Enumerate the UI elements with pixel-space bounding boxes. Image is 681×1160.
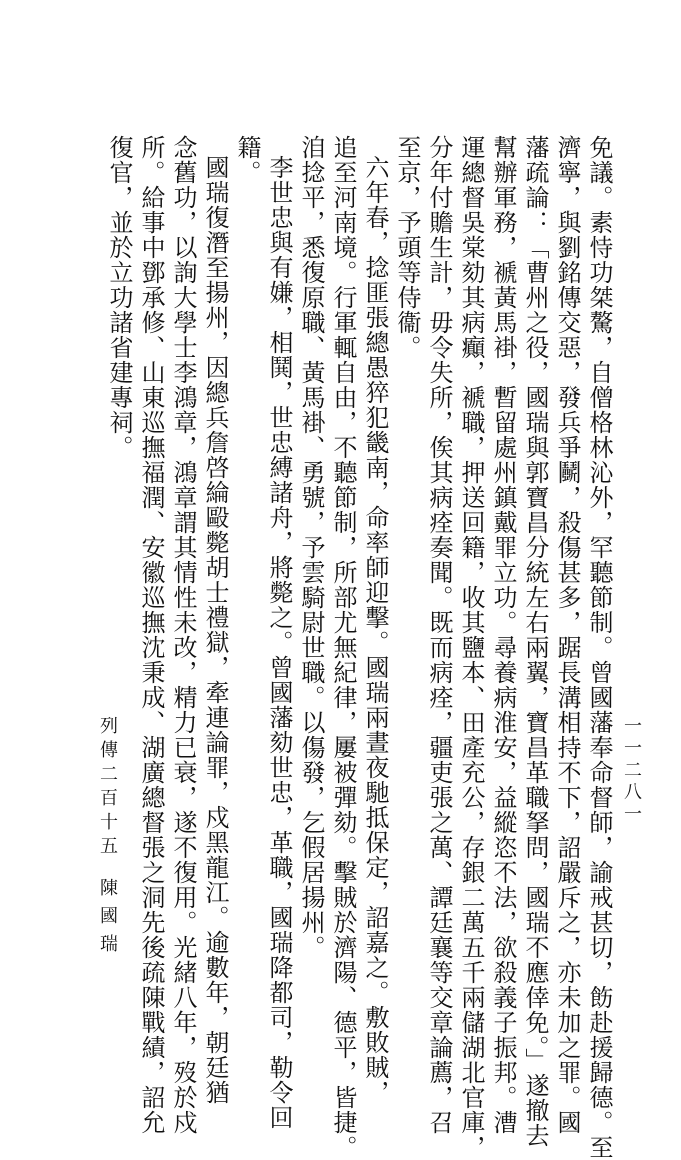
text-column: 運總督吳棠劾其病癲，褫職，押送回籍，收其鹽本、田產充公，存銀二萬五千兩儲湖北官庫， (457, 135, 485, 1160)
text-column: 分年付贍生計，毋令失所，俟其病痊奏聞。既而病痊，疆吏張之萬、譚廷襄等交章論薦，召 (425, 135, 453, 1135)
running-header-section: 列傳二百十五 (97, 716, 118, 860)
text-column: 所。給事中鄧承修、山東巡撫福潤、安徽巡撫沈秉成、湖廣總督張之洞先後疏陳戰績，詔允 (137, 135, 165, 1135)
text-column: 濟寧，與劉銘傳交惡，發兵爭鬭，殺傷甚多，踞長溝相持不下，詔嚴斥之，亦未加之罪。國 (553, 135, 581, 1135)
text-column: 追至河南境。行軍輒自由，不聽節制，所部尤無紀律，屢被彈劾。擊賊於濟陽、德平，皆捷。 (329, 135, 357, 1160)
text-column: 念舊功，以詢大學士李鴻章，鴻章謂其情性未改，精力已衰，遂不復用。光緒八年，歿於戍 (169, 135, 197, 1135)
text-column: 國瑞復潛至揚州，因總兵詹啓綸毆斃胡士禮獄，牽連論罪，戍黑龍江。逾數年，朝廷猶 (201, 155, 229, 1105)
text-column: 籍。 (233, 135, 261, 185)
text-column: 六年春，捻匪張總愚猝犯畿南，命率師迎擊。國瑞兩晝夜馳抵保定，詔嘉之。敷敗賊， (361, 155, 389, 1105)
text-column: 藩疏論：「曹州之役，國瑞與郭寶昌分統左右兩翼，寶昌革職拏問，國瑞不應倖免。」遂撤去 (521, 135, 549, 1148)
text-column: 免議。素恃功桀驁，自僧格林沁外，罕聽節制。曾國藩奉命督師，諭戒甚切，飭赴援歸德。至 (585, 135, 613, 1160)
text-column: 洎捻平，悉復原職、黃馬褂、勇號，予雲騎尉世職。以傷發，乞假居揚州。 (297, 135, 325, 960)
text-column: 幫辦軍務，褫黃馬褂，暫留處州鎮戴罪立功。尋養病淮安，益縱恣不法，欲殺義子振邦。漕 (489, 135, 517, 1135)
running-header-subject: 陳國瑞 (97, 878, 118, 962)
text-column: 至京，予頭等侍衞。 (393, 135, 421, 360)
text-column: 李世忠與有嫌，相鬨，世忠縛諸舟，將斃之。曾國藩劾世忠，革職，國瑞降都司，勒令回 (265, 155, 293, 1130)
page-number: 一一二八一 (621, 716, 642, 826)
text-column: 復官，並於立功諸省建專祠。 (105, 135, 133, 460)
